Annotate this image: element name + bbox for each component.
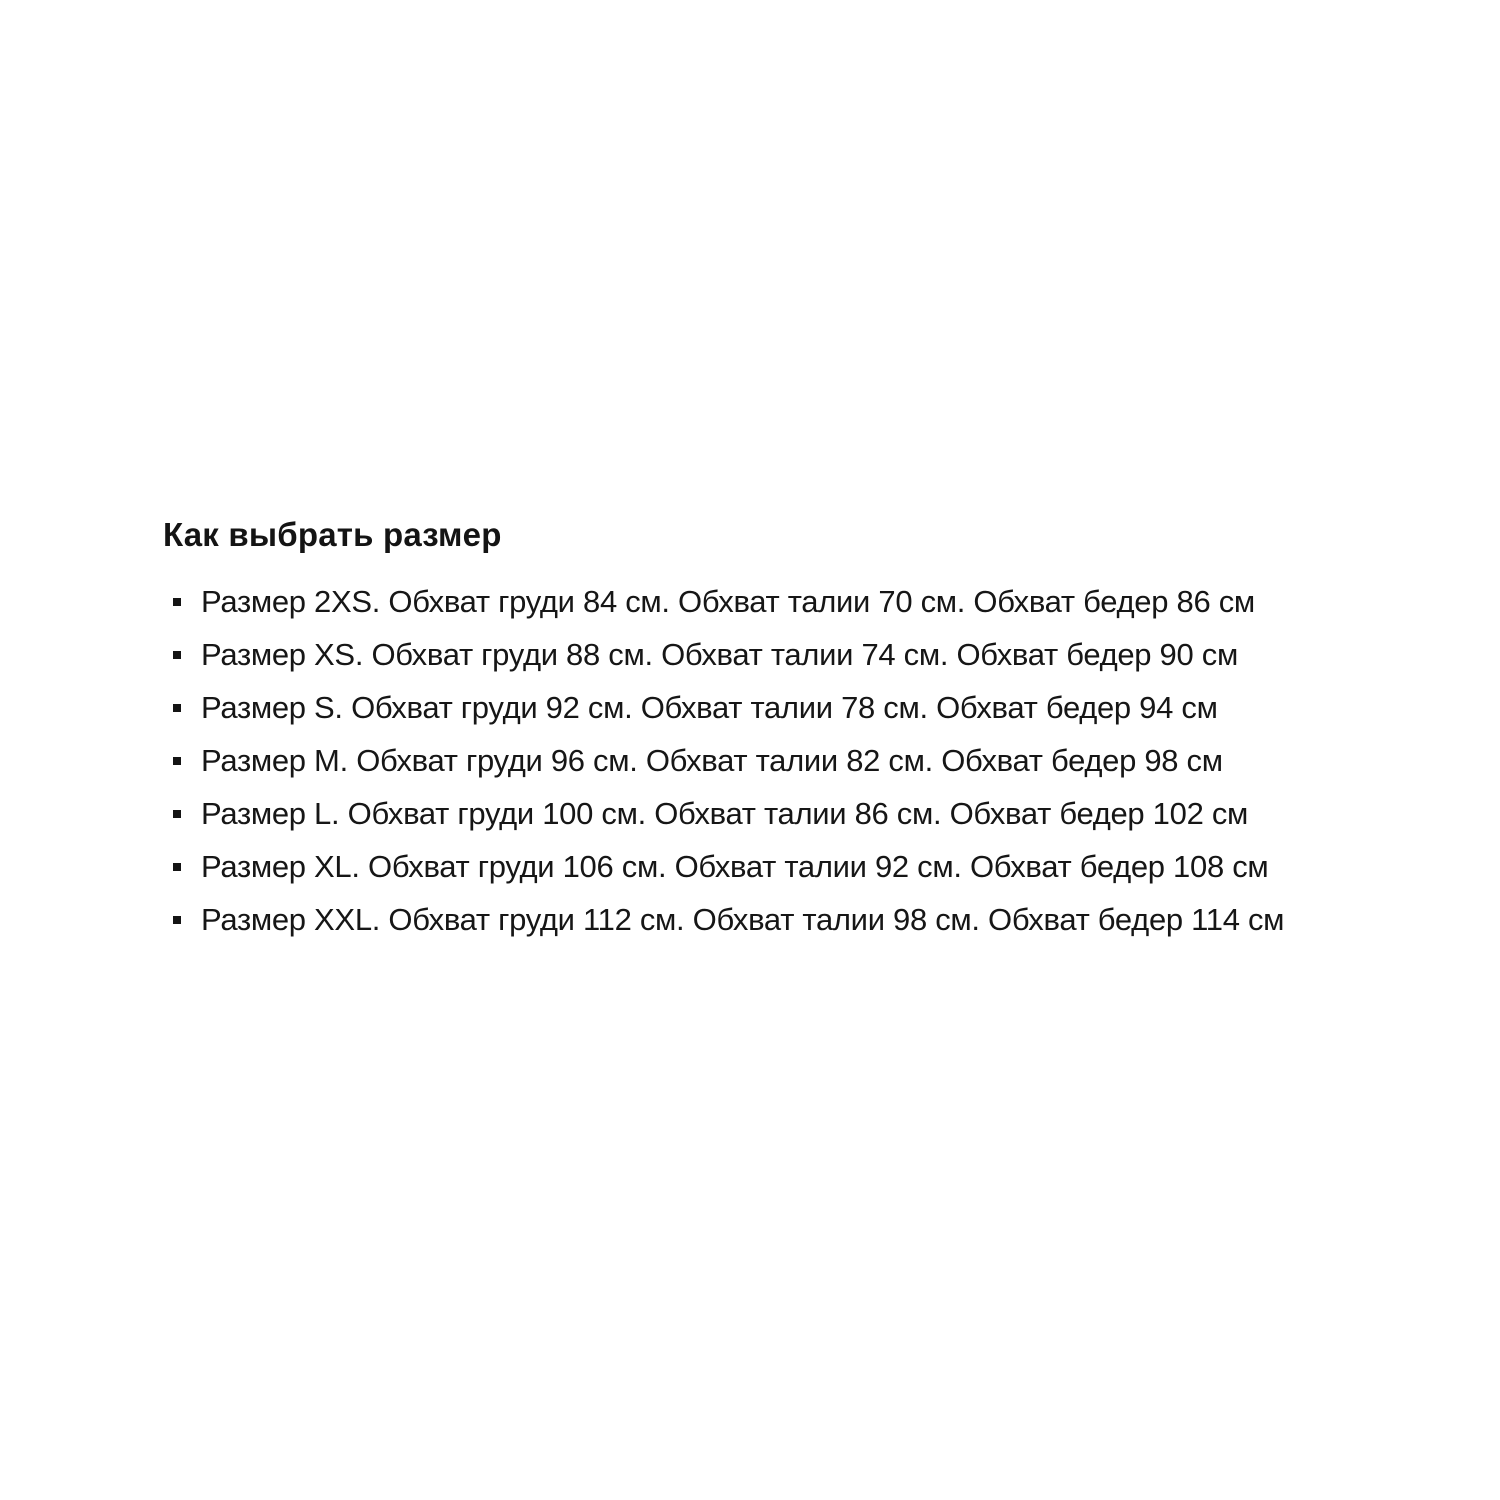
size-item-text: Размер XS. Обхват груди 88 см. Обхват талии 74 см. Обхват бедер 90 см (201, 636, 1238, 672)
square-bullet-icon (173, 598, 181, 606)
size-item-text: Размер L. Обхват груди 100 см. Обхват талии 86 см. Обхват бедер 102 см (201, 795, 1249, 831)
size-item-text: Размер S. Обхват груди 92 см. Обхват талии 78 см. Обхват бедер 94 см (201, 689, 1218, 725)
square-bullet-icon (173, 810, 181, 818)
square-bullet-icon (173, 757, 181, 765)
square-bullet-icon (173, 651, 181, 659)
size-item-xxl (163, 893, 1463, 946)
size-item-xs (163, 628, 1463, 681)
square-bullet-icon (173, 916, 181, 924)
size-item-s (163, 681, 1463, 734)
size-item-m (163, 734, 1463, 787)
size-item-text: Размер M. Обхват груди 96 см. Обхват талии 82 см. Обхват бедер 98 см (201, 742, 1223, 778)
size-guide-title: Как выбрать размер (163, 516, 502, 553)
square-bullet-icon (173, 863, 181, 871)
size-list (163, 575, 1463, 946)
size-item-l (163, 787, 1463, 840)
size-item-text: Размер XL. Обхват груди 106 см. Обхват талии 92 см. Обхват бедер 108 см (201, 848, 1269, 884)
size-item-2xs (163, 575, 1463, 628)
size-item-xl (163, 840, 1463, 893)
size-item-text: Размер 2XS. Обхват груди 84 см. Обхват талии 70 см. Обхват бедер 86 см (201, 583, 1255, 619)
square-bullet-icon (173, 704, 181, 712)
size-guide (163, 511, 1463, 946)
size-item-text: Размер XXL. Обхват груди 112 см. Обхват талии 98 см. Обхват бедер 114 см (201, 901, 1285, 937)
